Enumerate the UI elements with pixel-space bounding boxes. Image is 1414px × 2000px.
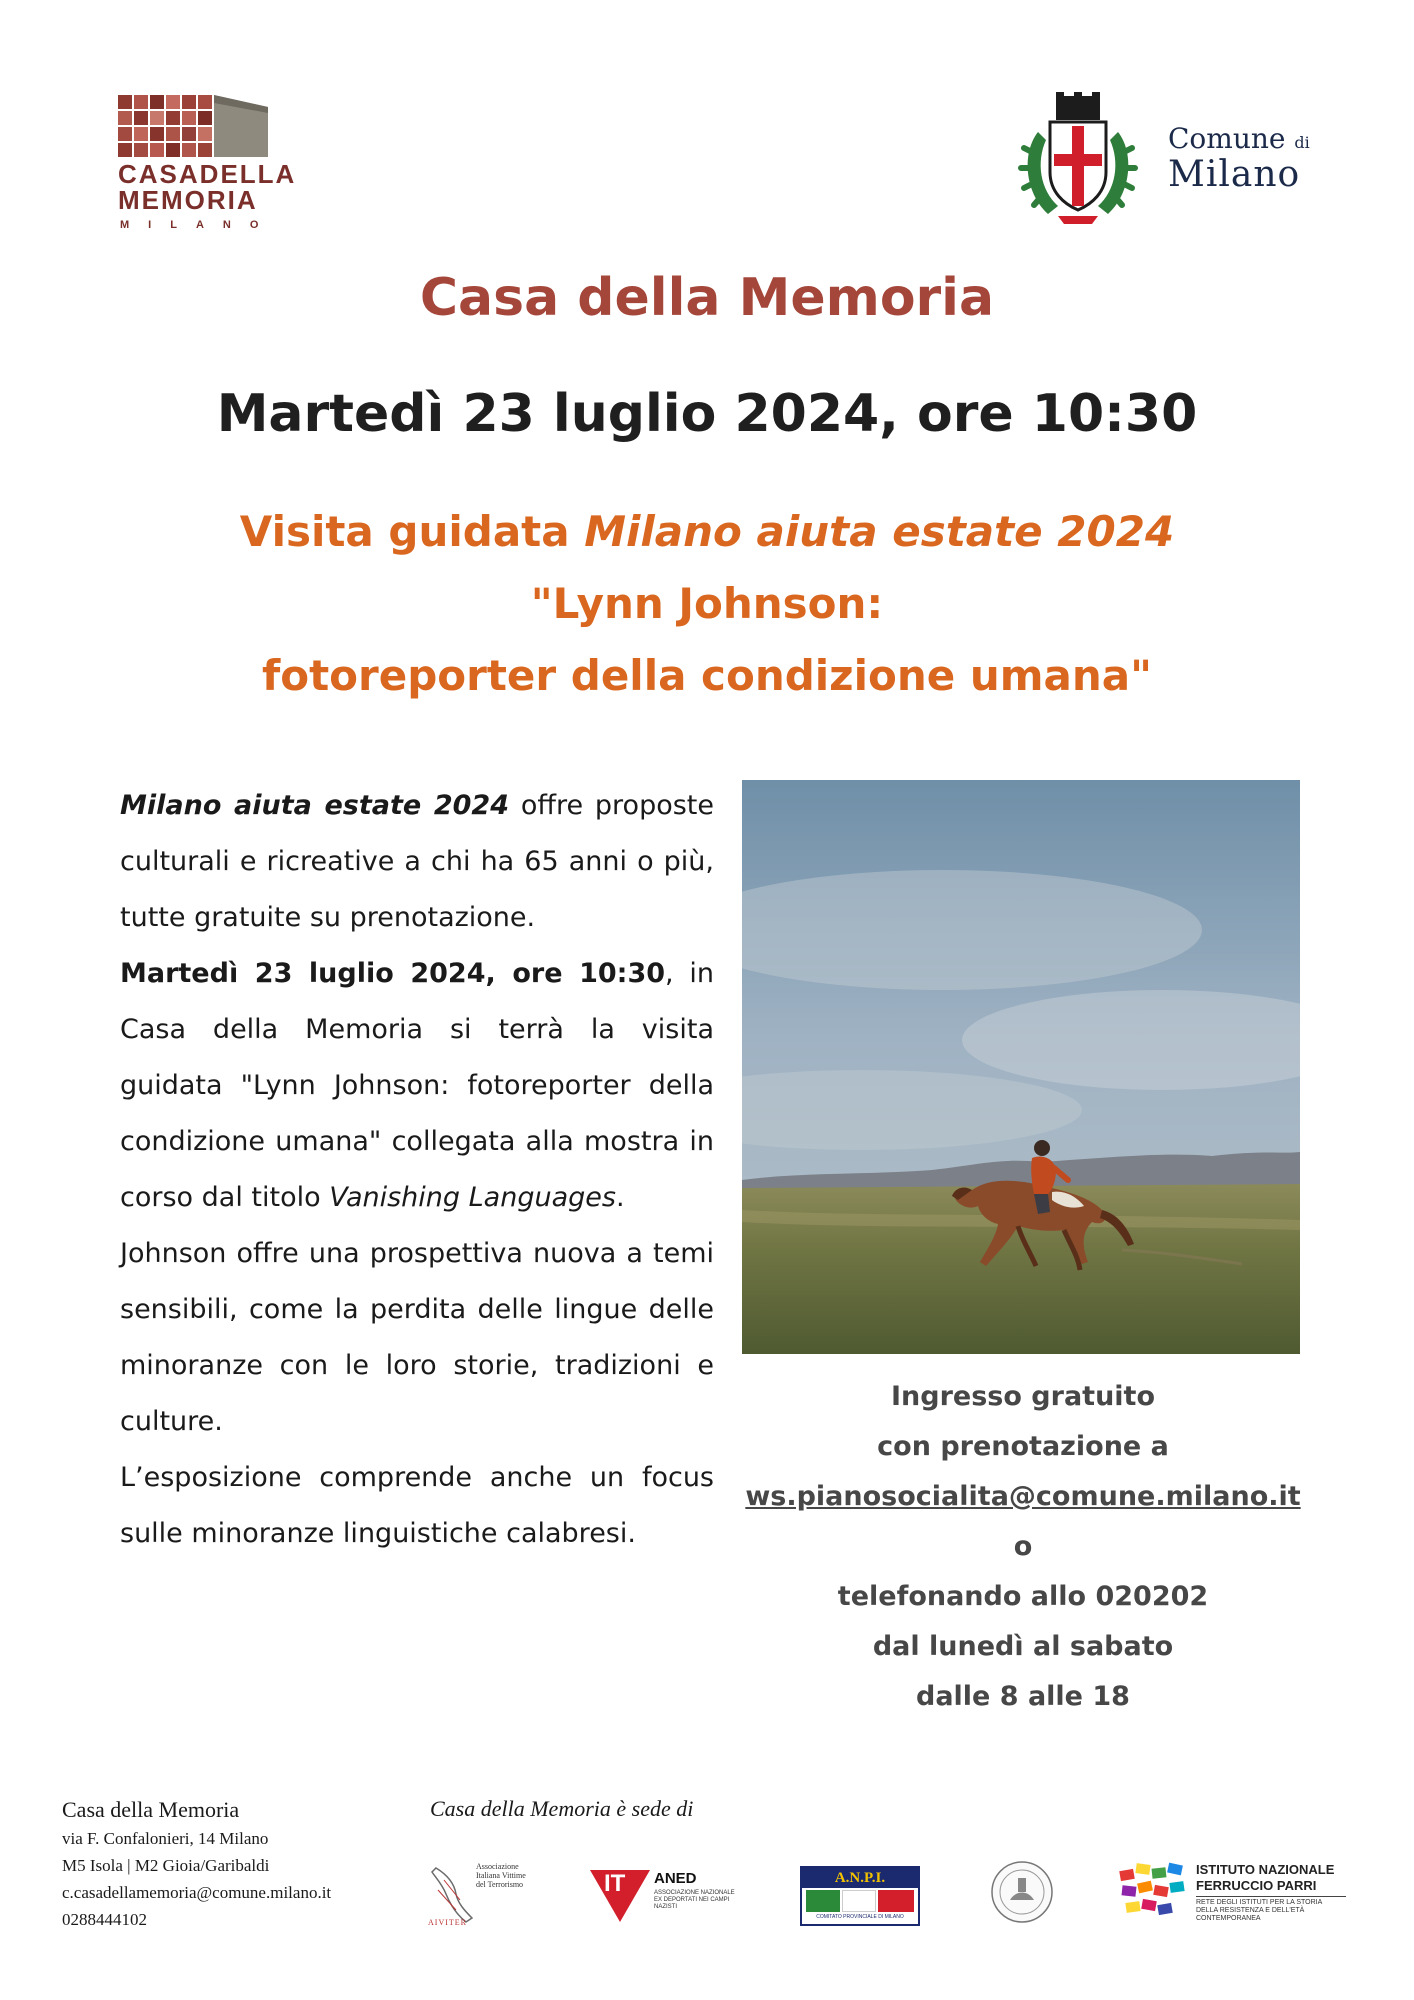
parri-logo bbox=[1118, 1860, 1354, 1930]
event-date: Martedì 23 luglio 2024, ore 10:30 bbox=[216, 384, 1198, 444]
mosaic-icon bbox=[118, 95, 268, 157]
paragraph-johnson: Johnson offre una prospettiva nuova a temi sensibili, come la perdita delle lingue delle minoranze con le loro storie, tradizioni e culture. bbox=[120, 1238, 714, 1437]
aiviter-logo bbox=[426, 1860, 536, 1930]
booking-line5: dal lunedì al sabato bbox=[872, 1631, 1174, 1662]
comune-line1: Comune bbox=[1168, 122, 1286, 155]
subtitle-italic: Milano aiuta estate 2024 bbox=[584, 507, 1175, 556]
round-seal-logo bbox=[990, 1860, 1054, 1930]
body-text bbox=[120, 778, 714, 1562]
subtitle-line2: "Lynn Johnson: bbox=[530, 579, 884, 628]
footer-transit: M5 Isola | M2 Gioia/Garibaldi bbox=[62, 1856, 270, 1875]
booking-line3: o bbox=[1013, 1531, 1033, 1562]
comune-line1-small: di bbox=[1294, 133, 1310, 152]
logo-casa-line1: CASADELLA bbox=[118, 159, 297, 189]
logo-casa-line3: MILANO bbox=[120, 219, 278, 231]
aned-name: ANED bbox=[654, 1870, 697, 1887]
aned-mark: IT bbox=[604, 1870, 626, 1897]
aiviter-mark: AIVITER bbox=[428, 1918, 467, 1927]
exhibition-title: Vanishing Languages bbox=[329, 1182, 616, 1213]
booking-line6: dalle 8 alle 18 bbox=[916, 1681, 1130, 1712]
anpi-name: A.N.P.I. bbox=[802, 1868, 918, 1888]
venue-title: Casa della Memoria bbox=[419, 268, 995, 328]
event-subtitle bbox=[0, 496, 1414, 712]
paragraph-exhibition: L’esposizione comprende anche un focus sulle minoranze linguistiche calabresi. bbox=[120, 1462, 714, 1549]
subtitle-line3: fotoreporter della condizione umana" bbox=[261, 651, 1153, 700]
paragraph-event bbox=[120, 946, 714, 1226]
footer-sede-label: Casa della Memoria è sede di bbox=[430, 1796, 694, 1821]
event-end: . bbox=[615, 1182, 625, 1213]
booking-email-link[interactable]: ws.pianosocialita@comune.milano.it bbox=[745, 1481, 1301, 1512]
aned-logo bbox=[590, 1860, 740, 1930]
horse-rider-photo bbox=[742, 780, 1300, 1354]
logo-casa-line2: MEMORIA bbox=[118, 185, 258, 215]
comune-di-milano-logo bbox=[1018, 92, 1328, 232]
footer-contact bbox=[62, 1795, 331, 1933]
casa-della-memoria-logo bbox=[118, 95, 297, 235]
parri-desc: RETE DEGLI ISTITUTI PER LA STORIA DELLA RESISTENZA E DELL'ETÀ CONTEMPORANEA bbox=[1196, 1896, 1346, 1923]
event-photo bbox=[742, 780, 1300, 1354]
aned-desc: ASSOCIAZIONE NAZIONALE EX DEPORTATI NEI CAMPI NAZISTI bbox=[654, 1890, 735, 1910]
intro-rest: offre proposte culturali e ricreative a chi ha 65 anni o più, tutte gratuite su prenotazione. bbox=[120, 790, 715, 933]
comune-line2: Milano bbox=[1168, 154, 1301, 195]
parri-mosaic-icon bbox=[1118, 1860, 1190, 1924]
footer-email[interactable]: c.casadellamemoria@comune.milano.it bbox=[62, 1883, 332, 1902]
intro-program-name: Milano aiuta estate 2024 bbox=[120, 790, 510, 821]
aiviter-text: Associazione Italiana Vittime del Terrorismo bbox=[476, 1862, 526, 1889]
paragraph-intro bbox=[120, 778, 714, 946]
event-rest: , in Casa della Memoria si terrà la visita guidata "Lynn Johnson: fotoreporter della condizione umana" collegata alla mostra in corso dal titolo bbox=[120, 958, 715, 1213]
seal-icon bbox=[990, 1860, 1054, 1924]
booking-line1: Ingresso gratuito bbox=[890, 1381, 1155, 1412]
subtitle-prefix: Visita guidata bbox=[239, 507, 585, 556]
footer-address: via F. Confalonieri, 14 Milano bbox=[62, 1829, 269, 1848]
parri-line1: ISTITUTO NAZIONALE bbox=[1196, 1862, 1335, 1877]
anpi-desc: COMITATO PROVINCIALE DI MILANO bbox=[816, 1914, 904, 1920]
anpi-logo bbox=[800, 1860, 920, 1930]
footer-phone: 0288444102 bbox=[62, 1910, 147, 1929]
footer-name: Casa della Memoria bbox=[62, 1797, 240, 1822]
booking-line2: con prenotazione a bbox=[877, 1431, 1169, 1462]
milano-crest-icon bbox=[1018, 92, 1138, 232]
parri-line2: FERRUCCIO PARRI bbox=[1196, 1878, 1317, 1893]
booking-info bbox=[720, 1372, 1326, 1722]
booking-line4: telefonando allo 020202 bbox=[837, 1581, 1209, 1612]
event-date-bold: Martedì 23 luglio 2024, ore 10:30 bbox=[120, 958, 666, 989]
